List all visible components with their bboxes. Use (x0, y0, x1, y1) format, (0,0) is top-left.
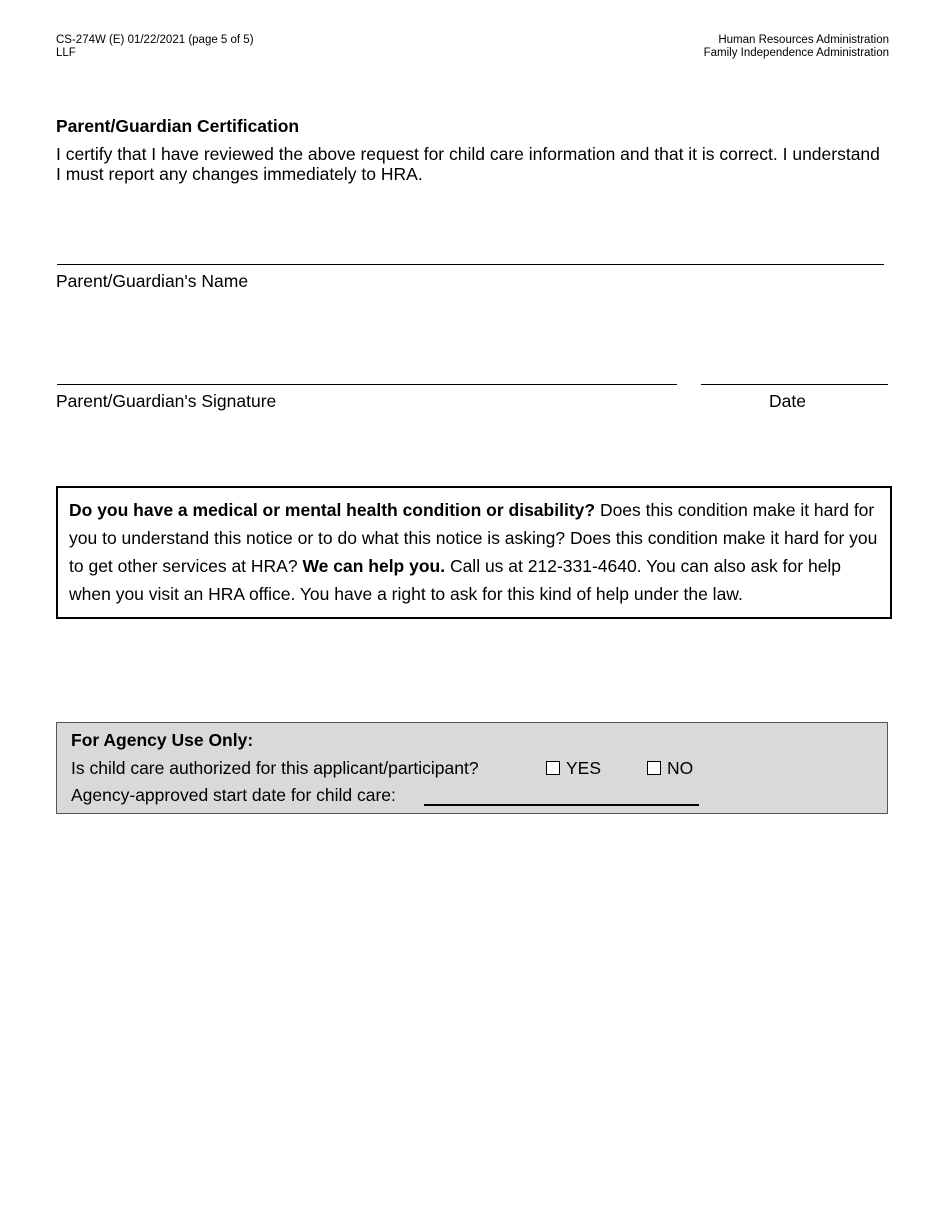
childcare-authorized-question: Is child care authorized for this applicant/participant? (71, 758, 479, 778)
form-header-left (56, 34, 254, 59)
agency-use-title: For Agency Use Only: (71, 730, 254, 750)
yes-checkbox[interactable] (546, 761, 560, 775)
notice-text-part2: Call us at 212-331-4640. You can also ask for help when you visit an HRA office. You have a right to ask for this kind of help under the law. (69, 556, 842, 604)
notice-question: Do you have a medical or mental health condition or disability? (69, 500, 596, 520)
no-label: NO (667, 758, 694, 778)
certification-title: Parent/Guardian Certification (56, 116, 300, 136)
notice-help: We can help you. (302, 556, 446, 576)
agency-use-box (56, 722, 888, 814)
parent-name-label: Parent/Guardian's Name (56, 271, 249, 291)
parent-name-field[interactable] (57, 264, 884, 265)
form-id: CS-274W (E) 01/22/2021 (page 5 of 5) (56, 34, 254, 46)
certification-text: I certify that I have reviewed the above request for child care information and that it is correct. I understand I must report any changes immediately to HRA. (56, 144, 880, 184)
form-header-right (704, 34, 889, 59)
authorized-no-option[interactable] (647, 758, 693, 779)
disability-notice-box (56, 486, 892, 619)
form-code: LLF (56, 46, 76, 59)
parent-signature-field[interactable] (57, 384, 677, 385)
yes-label: YES (566, 758, 602, 778)
agency-name-line2: Family Independence Administration (703, 46, 889, 59)
agency-name-line1: Human Resources Administration (718, 34, 889, 46)
start-date-label: Agency-approved start date for child care: (71, 785, 396, 805)
parent-signature-label: Parent/Guardian's Signature (56, 391, 277, 411)
no-checkbox[interactable] (647, 761, 661, 775)
start-date-field[interactable] (424, 804, 699, 806)
authorized-yes-option[interactable] (546, 758, 601, 779)
notice-text-part1: Does this condition make it hard for you to understand this notice or to do what this notice is asking? Does this condition make it hard for you to get other services at HRA? (69, 500, 878, 576)
signature-date-field[interactable] (701, 384, 888, 385)
signature-date-label: Date (769, 391, 806, 411)
